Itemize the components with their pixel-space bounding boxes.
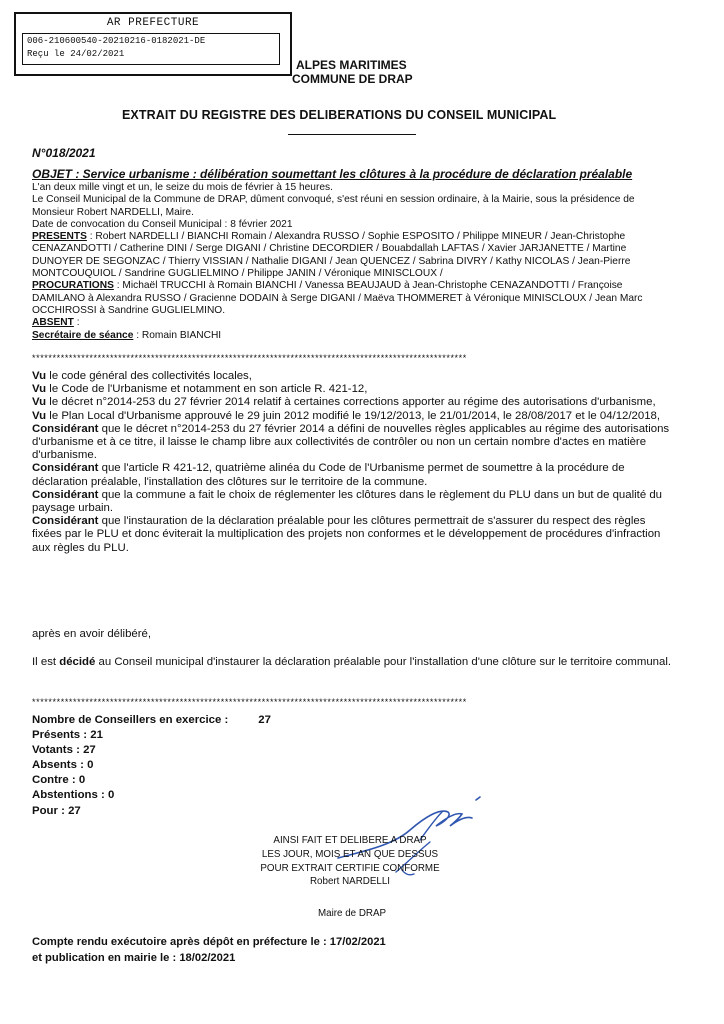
vote-row-conseillers: Nombre de Conseillers en exercice : 27 bbox=[32, 714, 271, 726]
convocation-date: Date de convocation du Conseil Municipal : 8 février 2021 bbox=[32, 218, 293, 230]
commune-name: COMMUNE DE DRAP bbox=[292, 72, 413, 86]
prefecture-stamp bbox=[14, 12, 292, 76]
vote-summary bbox=[32, 713, 271, 819]
stamp-received-date: Reçu le 24/02/2021 bbox=[27, 49, 125, 59]
closing-line-3: POUR EXTRAIT CERTIFIE CONFORME bbox=[260, 863, 440, 874]
vote-row-votants: Votants : 27 bbox=[32, 744, 96, 757]
title-divider bbox=[288, 134, 416, 135]
considerants-block bbox=[32, 370, 672, 555]
secretary-label: Secrétaire de séance bbox=[32, 329, 134, 341]
footer-publication: et publication en mairie le : 18/02/2021 bbox=[32, 952, 236, 964]
stamp-reference: 006-210600540-20210216-0182021-DE bbox=[27, 36, 206, 46]
vote-row-contre: Contre : 0 bbox=[32, 774, 86, 787]
department-name: ALPES MARITIMES bbox=[296, 58, 407, 72]
footer-executoire: Compte rendu exécutoire après dépôt en préfecture le : 17/02/2021 bbox=[32, 936, 386, 948]
after-deliberation: après en avoir délibéré, bbox=[32, 628, 152, 640]
deliberation-subject: OBJET : Service urbanisme : délibération soumettant les clôtures à la procédure de déclaration préalable bbox=[32, 167, 633, 181]
session-preamble bbox=[32, 182, 676, 342]
mayor-title: Maire de DRAP bbox=[318, 908, 387, 919]
absent-line bbox=[32, 317, 676, 329]
presents-names: : Robert NARDELLI / BIANCHI Romain / Alexandra RUSSO / Sophie ESPOSITO / Philippe MINEUR / Jean-Christophe CENAZANDOTTI / Catherine DINI / Serge DIGANI / Christine DECORDIER / Bouabdallah LAFTAS / Xavier JARJANETTE / Martine DUNOYER DE SEGONZAC / Thierry VISSIAN / Nathalie DIGANI / Jean QUENCEZ / Sabrina DIVRY / Kathy NICOLAS / Jean-Pierre MONTCOUQUIOL / Sandrine GUGLIELMINO / Philippe JANIN / Véronique MINISCLOUX / bbox=[32, 231, 631, 280]
footer-notes bbox=[32, 934, 386, 966]
vote-row-abstentions: Abstentions : 0 bbox=[32, 789, 115, 802]
secretary-line bbox=[32, 330, 676, 342]
vote-row-pour: Pour : 27 bbox=[32, 804, 81, 817]
considerant-item: Considérant que l'instauration de la déclaration préalable pour les clôtures permettrait de s'assurer du respect des règles fixées par le PLU et donc éviterait la multiplication des projets non conformes et le développement de procédures d'infraction aux règles du PLU. bbox=[32, 515, 661, 554]
absent-names: : bbox=[73, 317, 80, 329]
vote-row-presents: Présents : 21 bbox=[32, 729, 103, 742]
considerant-item: Considérant que l'article R 421-12, quatrième alinéa du Code de l'Urbanisme permet de soumettre à la procédure de déclaration préalable, l'installation des clôtures sur le territoire de la commune. bbox=[32, 462, 625, 488]
document-title: EXTRAIT DU REGISTRE DES DELIBERATIONS DU CONSEIL MUNICIPAL bbox=[122, 108, 557, 122]
closing-block bbox=[250, 834, 450, 888]
closing-line-1: AINSI FAIT ET DELIBERE A DRAP bbox=[273, 835, 427, 846]
closing-line-2: LES JOUR, MOIS ET AN QUE DESSUS bbox=[261, 849, 439, 860]
presents-list bbox=[32, 231, 676, 280]
decision-text: Il est décidé au Conseil municipal d'instaurer la déclaration préalable pour l'installation d'une clôture sur le territoire communal. bbox=[32, 656, 672, 668]
considerant-item: Vu le Plan Local d'Urbanisme approuvé le 29 juin 2012 modifié le 19/12/2013, le 21/01/2014, le 28/08/2017 et le 04/12/2018, bbox=[32, 409, 661, 422]
vote-row-absents: Absents : 0 bbox=[32, 759, 94, 772]
separator-top: ********************************************************************************************************** bbox=[32, 353, 467, 363]
procurations-label: PROCURATIONS bbox=[32, 280, 114, 292]
session-date: L'an deux mille vingt et un, le seize du mois de février à 15 heures. bbox=[32, 182, 333, 193]
secretary-name: : Romain BIANCHI bbox=[133, 329, 222, 341]
considerant-item: Vu le Code de l'Urbanisme et notamment en son article R. 421-12, bbox=[32, 383, 368, 396]
procurations-list bbox=[32, 280, 676, 317]
considerant-item: Vu le décret n°2014-253 du 27 février 2014 relatif à certaines corrections apporter au régime des autorisations d'urbanisme, bbox=[32, 396, 656, 409]
separator-bottom: ********************************************************************************************************** bbox=[32, 697, 467, 707]
stamp-title: AR PREFECTURE bbox=[106, 17, 200, 29]
decision-keyword: décidé bbox=[59, 656, 96, 668]
deliberation-number: N°018/2021 bbox=[32, 146, 96, 160]
presents-label: PRESENTS bbox=[32, 231, 87, 243]
considerant-item: Considérant que la commune a fait le choix de réglementer les clôtures dans le règlement du PLU dans un but de qualité du paysage urbain. bbox=[32, 488, 662, 515]
considerant-item: Considérant que le décret n°2014-253 du 27 février 2014 a défini de nouvelles règles applicables au régime des autorisations d'urbanisme et à ce titre, il laisse le champ libre aux collectivités de contrôler ou non un certain nombre d'actes en matière d'urbanisme. bbox=[32, 422, 670, 462]
mayor-name: Robert NARDELLI bbox=[309, 876, 391, 887]
procurations-names: : Michaël TRUCCHI à Romain BIANCHI / Vanessa BEAUJAUD à Jean-Christophe CENAZANDOTTI / Françoise DAMILANO à Alexandra RUSSO / Gracienne DODAIN à Serge DIGANI / Maëva THOMMERET à Véronique MINISCLOUX / Jean Marc OCCHIROSSI à Sandrine GUGLIELMINO. bbox=[32, 280, 643, 316]
considerant-item: Vu le code général des collectivités locales, bbox=[32, 370, 252, 382]
absent-label: ABSENT bbox=[32, 317, 74, 329]
stamp-reference-box bbox=[22, 33, 280, 65]
session-convocation: Le Conseil Municipal de la Commune de DRAP, dûment convoqué, s'est réuni en session ordinaire, à la Mairie, sous la présidence de Monsieur Robert NARDELLI, Maire. bbox=[32, 194, 635, 218]
